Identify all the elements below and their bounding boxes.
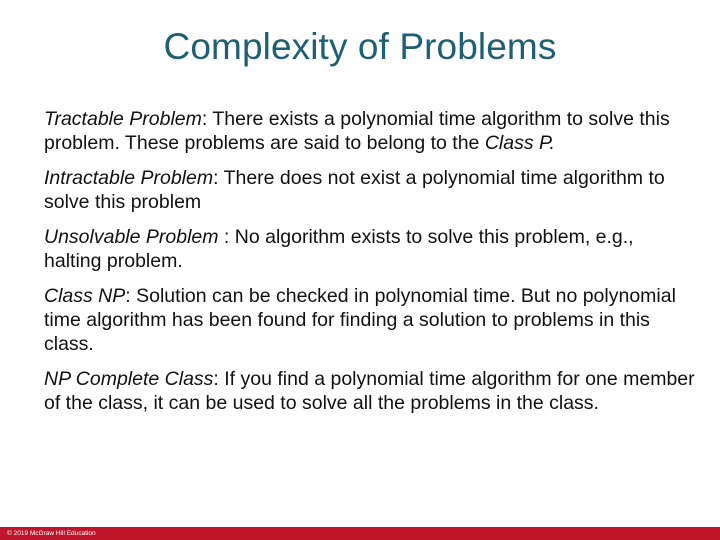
definition-unsolvable-body: : No algorithm exists to solve this problem, e.g., halting problem.: [44, 226, 634, 272]
definition-intractable: [44, 166, 696, 214]
term-unsolvable: Unsolvable Problem: [44, 226, 224, 248]
definition-intractable-body: : There does not exist a polynomial time algorithm to solve this problem: [44, 167, 665, 213]
definition-np-complete-body: : If you find a polynomial time algorithm for one member of the class, it can be used to solve all the problems in the class.: [44, 368, 695, 414]
footer-bar: [0, 527, 720, 540]
term-class-p: Class P.: [484, 132, 555, 154]
definition-np-complete: [44, 367, 696, 415]
definition-unsolvable: [44, 225, 696, 273]
term-intractable: Intractable Problem: [44, 167, 214, 189]
term-np-complete: NP Complete Class: [44, 368, 214, 390]
copyright-notice: © 2019 McGraw Hill Education: [7, 530, 96, 537]
term-tractable: Tractable Problem: [44, 108, 202, 130]
term-class-np: Class NP: [44, 285, 126, 307]
definition-tractable-body: : There exists a polynomial time algorithm to solve this problem. These problems are said to belong to the: [44, 108, 670, 154]
slide-title: Complexity of Problems: [163, 26, 557, 67]
definition-class-np: [44, 284, 696, 356]
definition-class-np-body: : Solution can be checked in polynomial time. But no polynomial time algorithm has been found for finding a solution to problems in this class.: [44, 285, 676, 355]
definition-tractable: [44, 107, 696, 155]
slide-content: [44, 107, 696, 426]
